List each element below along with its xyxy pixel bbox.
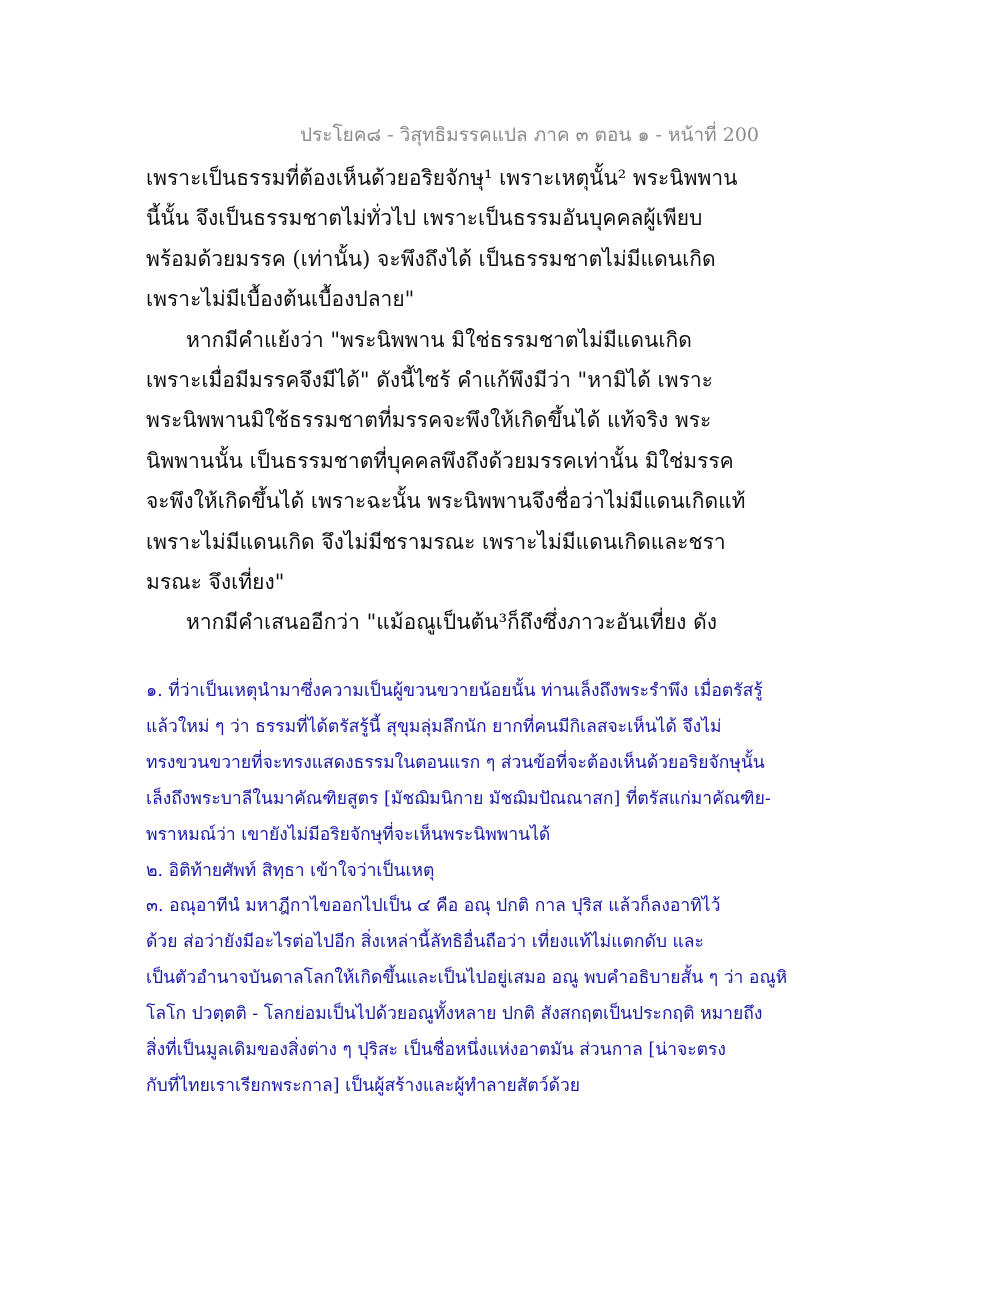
text-line: มรณะ จึงเที่ยง" xyxy=(146,570,285,595)
text-line: เพราะเป็นธรรมที่ต้องเห็นด้วยอริยจักษุ¹ เพราะเหตุนั้น² พระนิพพาน xyxy=(146,166,738,190)
page-header: ประโยค๘ - วิสุทธิมรรคแปล ภาค ๓ ตอน ๑ - หน้าที่ 200 xyxy=(300,124,760,146)
text-line: เพราะไม่มีเบื้องต้นเบื้องปลาย" xyxy=(146,287,415,312)
footnote-line: พราหมณ์ว่า เขายังไม่มีอริยจักษุที่จะเห็นพระนิพพานได้ xyxy=(146,824,551,845)
text-line: หากมีคำแย้งว่า "พระนิพพาน มิใช่ธรรมชาตไม่มีแดนเกิด xyxy=(186,327,692,352)
text-line: จะพึงให้เกิดขึ้นได้ เพราะฉะนั้น พระนิพพานจึงชื่อว่าไม่มีแดนเกิดแท้ xyxy=(146,489,746,514)
text-line: พระนิพพานมิใช้ธรรมชาตที่มรรคจะพึงให้เกิดขึ้นได้ แท้จริง พระ xyxy=(146,408,712,433)
footnote-line: สิ่งที่เป็นมูลเดิมของสิ่งต่าง ๆ ปุริสะ เป็นชื่อหนึ่งแห่งอาตมัน ส่วนกาล [น่าจะตรง xyxy=(146,1040,726,1061)
footnote-line: เป็นตัวอำนาจบันดาลโลกให้เกิดขึ้นและเป็นไปอยู่เสมอ อณู พบคำอธิบายสั้น ๆ ว่า อณูหิ xyxy=(146,968,788,989)
footnote-line: ทรงขวนขวายที่จะทรงแสดงธรรมในตอนแรก ๆ ส่วนข้อที่จะต้องเห็นด้วยอริยจักษุนั้น xyxy=(146,752,765,773)
footnotes xyxy=(146,674,866,1105)
main-text xyxy=(146,158,826,643)
footnote-line: แล้วใหม่ ๆ ว่า ธรรมที่ได้ตรัสรู้นี้ สุขุมลุ่มลึกนัก ยากที่คนมีกิเลสจะเห็นได้ จึงไม่ xyxy=(146,716,722,737)
footnote-line: กับที่ไทยเราเรียกพระกาล] เป็นผู้สร้างและผู้ทำลายสัตว์ด้วย xyxy=(146,1075,581,1096)
footnote-line: ด้วย ส่อว่ายังมีอะไรต่อไปอีก สิ่งเหล่านี้ลัทธิอื่นถือว่า เที่ยงแท้ไม่แตกดับ และ xyxy=(146,932,704,953)
footnote-line: ๒. อิติท้ายศัพท์ สิทฺธา เข้าใจว่าเป็นเหตุ xyxy=(146,860,435,881)
text-line: พร้อมด้วยมรรค (เท่านั้น) จะพึงถึงได้ เป็นธรรมชาตไม่มีแดนเกิด xyxy=(146,246,716,271)
footnote-line: ๓. อณุอาทีนํ มหาฎีกาไขออกไปเป็น ๔ คือ อณุ ปกติ กาล ปุริส แล้วก็ลงอาทิไว้ xyxy=(146,896,721,917)
footnote-line: เล็งถึงพระบาลีในมาคัณฑิยสูตร [มัชฌิมนิกาย มัชฌิมปัณณาสก] ที่ตรัสแก่มาคัณฑิย- xyxy=(146,788,771,809)
footnote-line: ๑. ที่ว่าเป็นเหตุนำมาซึ่งความเป็นผู้ขวนขวายน้อยนั้น ท่านเล็งถึงพระรำพึง เมื่อตรัสรู้ xyxy=(146,681,763,701)
footnote-line: โลโก ปวตฺตติ - โลกย่อมเป็นไปด้วยอณูทั้งหลาย ปกติ สังสกฤตเป็นประกฤติ หมายถึง xyxy=(146,1004,763,1025)
text-line: นี้นั้น จึงเป็นธรรมชาตไม่ทั่วไป เพราะเป็นธรรมอันบุคคลผู้เพียบ xyxy=(146,206,703,231)
text-line: หากมีคำเสนออีกว่า "แม้อณูเป็นต้น³ก็ถึงซึ่งภาวะอันเที่ยง ดัง xyxy=(186,610,717,635)
text-line: นิพพานนั้น เป็นธรรมชาตที่บุคคลพึงถึงด้วยมรรคเท่านั้น มิใช่มรรค xyxy=(146,448,734,473)
text-line: เพราะไม่มีแดนเกิด จึงไม่มีชรามรณะ เพราะไม่มีแดนเกิดและชรา xyxy=(146,529,726,554)
text-line: เพราะเมื่อมีมรรคจึงมีได้" ดังนี้ไซร้ คำแก้พึงมีว่า "หามิได้ เพราะ xyxy=(146,368,713,393)
